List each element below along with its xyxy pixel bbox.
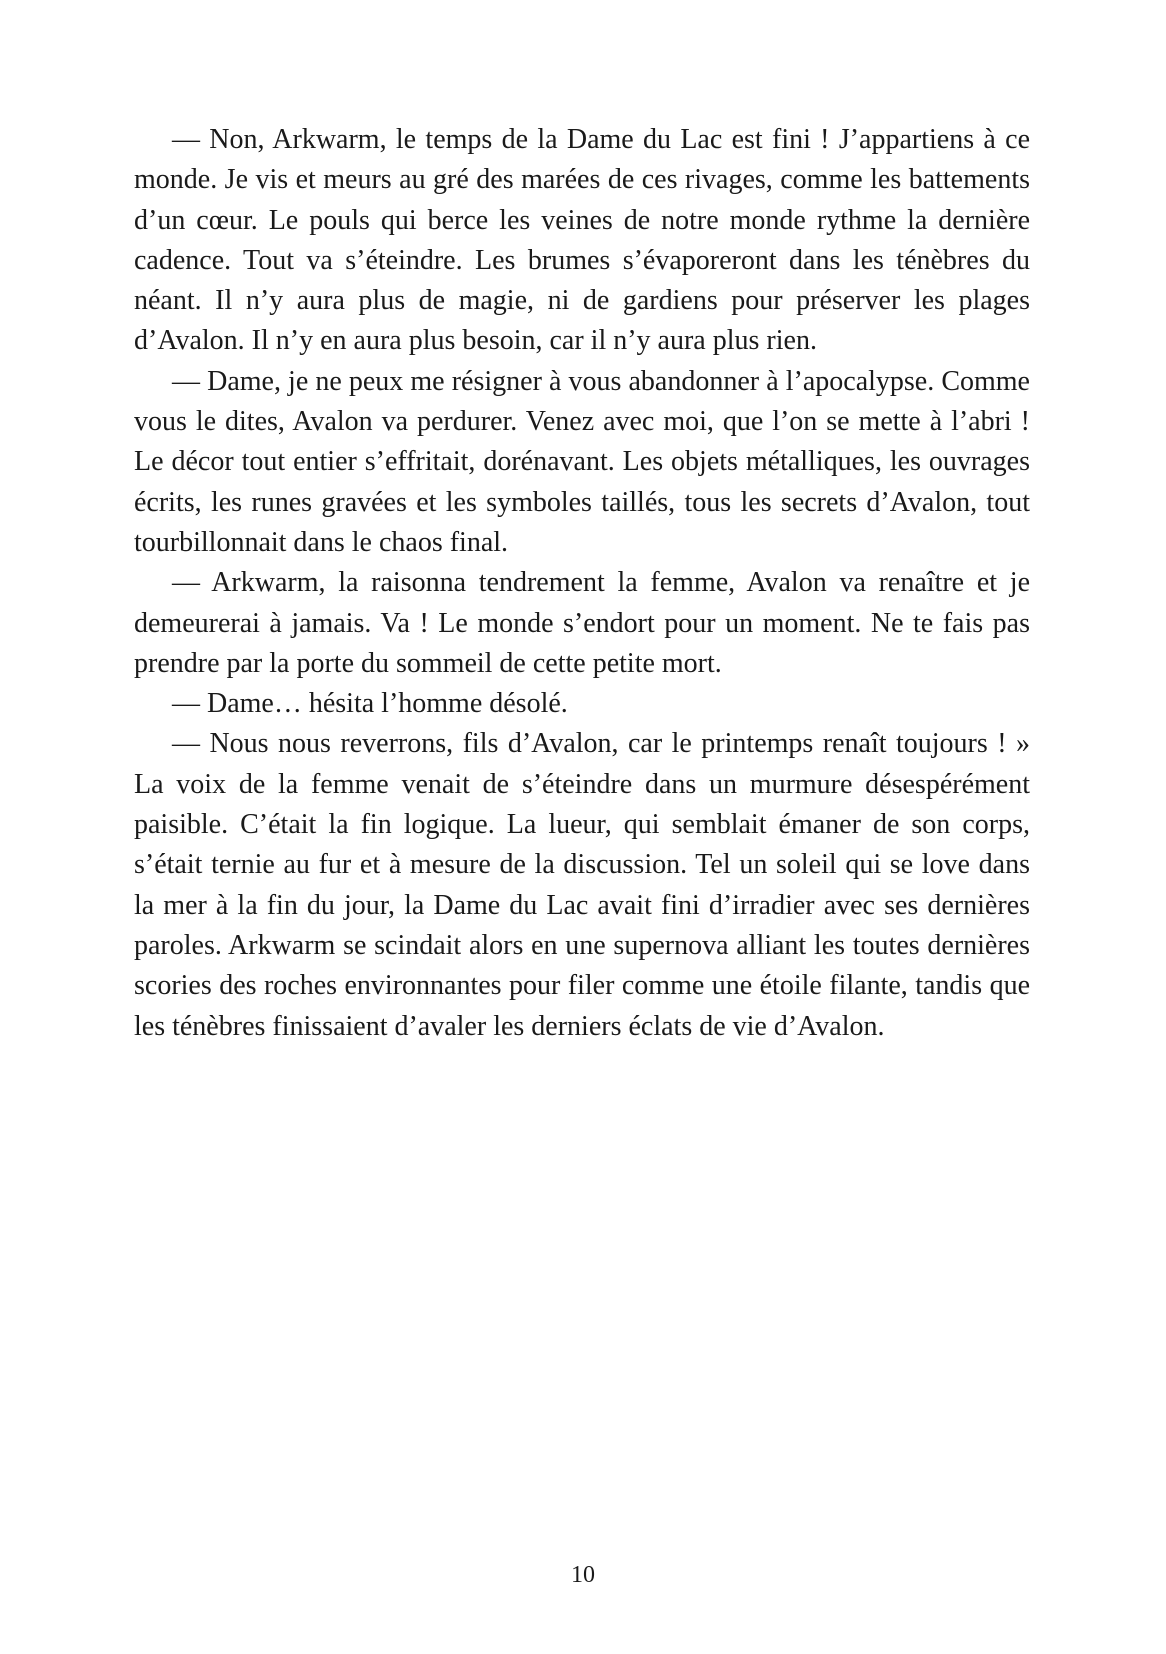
page-number: 10	[571, 1562, 595, 1588]
paragraph-3: — Arkwarm, la raisonna tendrement la femme, Avalon va renaître et je demeurerai à jamais. Va ! Le monde s’endort pour un moment. Ne te fais pas prendre par la porte du sommeil de cette petite mort.	[134, 567, 1030, 679]
paragraph-5: — Nous nous reverrons, fils d’Avalon, car le printemps renaît toujours ! » La voix de la femme venait de s’éteindre dans un murmure désespérément paisible. C’était la fin logique. La lueur, qui semblait émaner de son corps, s’était ternie au fur et à mesure de la discussion. Tel un soleil qui se love dans la mer à la fin du jour, la Dame du Lac avait fini d’irradier avec ses dernières paroles. Arkwarm se scindait alors en une supernova alliant les toutes dernières scories des roches environnantes pour filer comme une étoile filante, tandis que les ténèbres finissaient d’avaler les derniers éclats de vie d’Avalon.	[134, 728, 1030, 1042]
paragraph-4: — Dame… hésita l’homme désolé.	[172, 688, 568, 720]
paragraph-1: — Non, Arkwarm, le temps de la Dame du Lac est fini ! J’appartiens à ce monde. Je vis et meurs au gré des marées de ces rivages, comme les battements d’un cœur. Le pouls qui berce les veines de notre monde rythme la dernière cadence. Tout va s’éteindre. Les brumes s’évaporeront dans les ténèbres du néant. Il n’y aura plus de magie, ni de gardiens pour préserver les plages d’Avalon. Il n’y en aura plus besoin, car il n’y aura plus rien.	[134, 124, 1030, 357]
body-text	[134, 120, 1030, 1047]
paragraph-2: — Dame, je ne peux me résigner à vous abandonner à l’apocalypse. Comme vous le dites, Avalon va perdurer. Venez avec moi, que l’on se mette à l’abri ! Le décor tout entier s’effritait, dorénavant. Les objets métalliques, les ouvrages écrits, les runes gravées et les symboles taillés, tous les secrets d’Avalon, tout tourbillonnait dans le chaos final.	[134, 365, 1030, 558]
